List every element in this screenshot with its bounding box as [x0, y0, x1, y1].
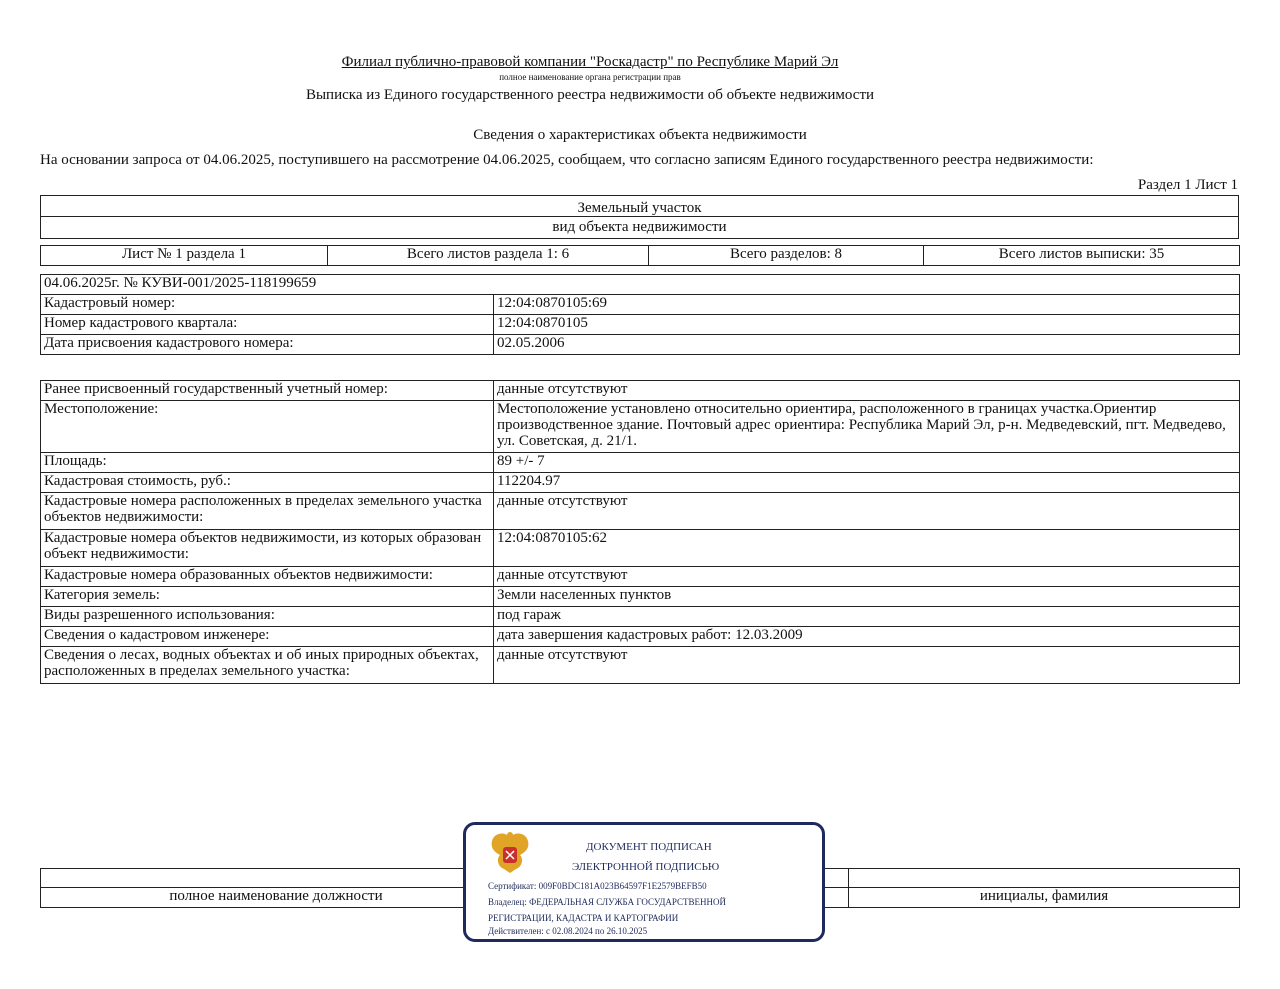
stamp-certificate: Сертификат: 009F0BDC181A023B64597F1E2579BEFB50: [488, 881, 707, 891]
detail-value: 12:04:0870105:62: [494, 530, 1240, 567]
object-type-caption: вид объекта недвижимости: [552, 219, 727, 235]
detail-label: Сведения о лесах, водных объектах и об иных природных объектах, расположенных в пределах земельного участка:: [41, 647, 494, 684]
object-type-box: [40, 195, 1239, 239]
cadastral-number-value: 12:04:0870105:69: [494, 295, 1240, 315]
detail-value: Местоположение установлено относительно ориентира, расположенного в границах участка.Ориентир производственное здание. Почтовый адрес ориентира: Республика Марий Эл, р-н. Медведевский, пгт. Медведево, ул. Советская, д. 21/1.: [494, 401, 1240, 453]
total-section-sheets: Всего листов раздела 1: 6: [328, 246, 649, 266]
coat-of-arms-icon: [488, 829, 532, 875]
assignment-date-value: 02.05.2006: [494, 335, 1240, 355]
detail-label: Сведения о кадастровом инженере:: [41, 627, 494, 647]
document-subtitle: Сведения о характеристиках объекта недвижимости: [473, 127, 807, 143]
date-number: 04.06.2025г. № КУВИ-001/2025-118199659: [41, 275, 1240, 295]
stamp-validity: Действителен: с 02.08.2024 по 26.10.2025: [488, 926, 648, 936]
stamp-subtitle: ЭЛЕКТРОННОЙ ПОДПИСЬЮ: [572, 861, 720, 873]
quarter-number-label: Номер кадастрового квартала:: [41, 315, 494, 335]
detail-label: Категория земель:: [41, 587, 494, 607]
detail-label: Кадастровые номера образованных объектов недвижимости:: [41, 567, 494, 587]
object-type: Земельный участок: [577, 200, 702, 216]
sheets-table: [40, 245, 1240, 266]
stamp-owner: Владелец: ФЕДЕРАЛЬНАЯ СЛУЖБА ГОСУДАРСТВЕННОЙ: [488, 897, 727, 907]
details-table: [40, 380, 1240, 684]
name-caption: инициалы, фамилия: [849, 888, 1240, 908]
detail-value: 112204.97: [494, 473, 1240, 493]
detail-label: Кадастровые номера объектов недвижимости, из которых образован объект недвижимости:: [41, 530, 494, 567]
detail-value: под гараж: [494, 607, 1240, 627]
detail-value: данные отсутствуют: [494, 493, 1240, 530]
detail-label: Ранее присвоенный государственный учетный номер:: [41, 381, 494, 401]
detail-value: данные отсутствуют: [494, 567, 1240, 587]
org-name: Филиал публично-правовой компании "Роскадастр" по Республике Марий Эл: [341, 54, 839, 70]
detail-label: Местоположение:: [41, 401, 494, 453]
document-title: Выписка из Единого государственного реестра недвижимости об объекте недвижимости: [305, 87, 875, 103]
position-caption: полное наименование должности: [41, 888, 512, 908]
detail-value: данные отсутствуют: [494, 381, 1240, 401]
stamp-owner-continued: РЕГИСТРАЦИИ, КАДАСТРА И КАРТОГРАФИИ: [488, 913, 679, 923]
quarter-number-value: 12:04:0870105: [494, 315, 1240, 335]
id-table: [40, 274, 1240, 355]
detail-value: дата завершения кадастровых работ: 12.03.2009: [494, 627, 1240, 647]
total-sheets: Всего листов выписки: 35: [924, 246, 1240, 266]
stamp-title: ДОКУМЕНТ ПОДПИСАН: [586, 841, 712, 853]
detail-value: 89 +/- 7: [494, 453, 1240, 473]
cadastral-number-label: Кадастровый номер:: [41, 295, 494, 315]
detail-label: Виды разрешенного использования:: [41, 607, 494, 627]
total-sections: Всего разделов: 8: [649, 246, 924, 266]
org-caption: полное наименование органа регистрации прав: [499, 72, 681, 82]
detail-label: Площадь:: [41, 453, 494, 473]
sheet-number: Лист № 1 раздела 1: [41, 246, 328, 266]
detail-value: данные отсутствуют: [494, 647, 1240, 684]
detail-label: Кадастровая стоимость, руб.:: [41, 473, 494, 493]
detail-label: Кадастровые номера расположенных в пределах земельного участка объектов недвижимости:: [41, 493, 494, 530]
assignment-date-label: Дата присвоения кадастрового номера:: [41, 335, 494, 355]
detail-value: Земли населенных пунктов: [494, 587, 1240, 607]
electronic-signature-stamp: [463, 822, 825, 942]
intro-text: На основании запроса от 04.06.2025, поступившего на рассмотрение 04.06.2025, сообщаем, что согласно записям Единого государственного реестра недвижимости:: [40, 152, 1094, 168]
section-sheet-label: Раздел 1 Лист 1: [1137, 177, 1238, 193]
